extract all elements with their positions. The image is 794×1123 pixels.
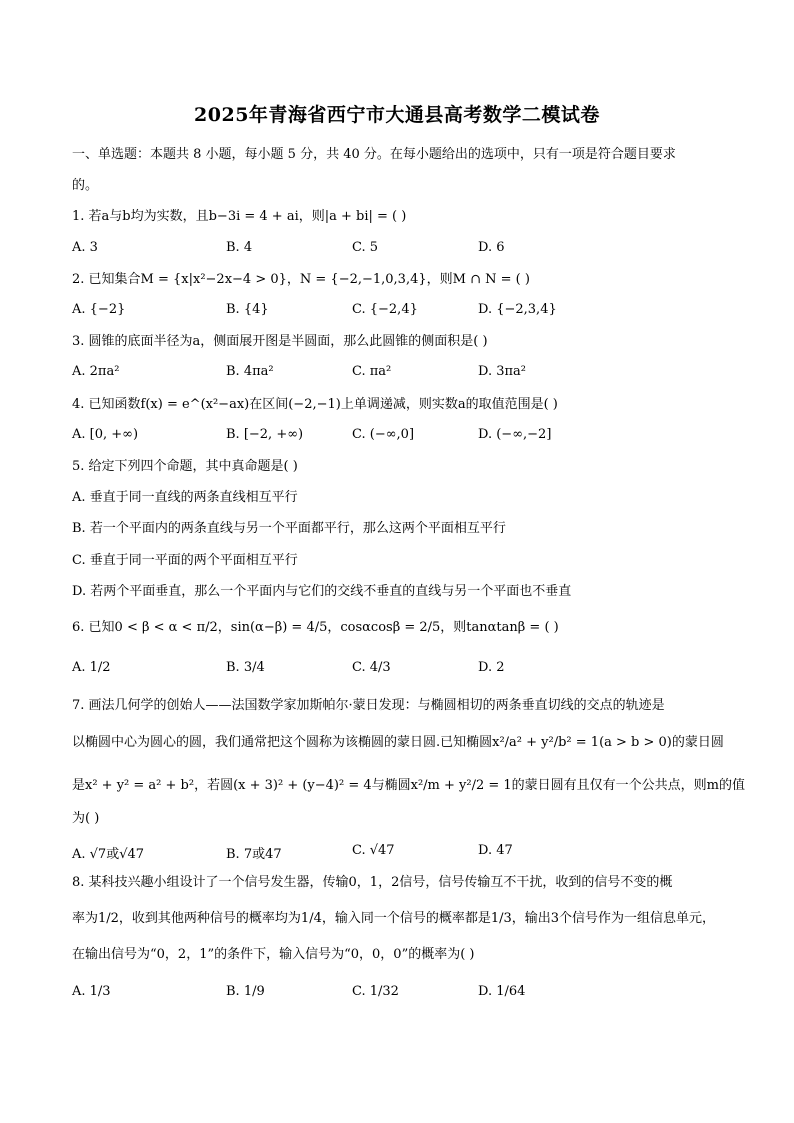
- question-1-stem: 1. 若a与b均为实数，且b−3i = 4 + ai，则|a + bi| = ( ): [72, 209, 407, 224]
- question-7-option-b: B. 7或47: [226, 847, 282, 862]
- question-8-line3: 在输出信号为“0，2，1”的条件下，输入信号为“0，0，0”的概率为( ): [72, 947, 475, 962]
- question-8-line1: 8. 某科技兴趣小组设计了一个信号发生器，传输0，1，2信号，信号传输互不干扰，收到的信号不变的概: [72, 875, 673, 890]
- question-2-stem: 2. 已知集合M = {x|x²−2x−4 > 0}，N = {−2,−1,0,3,4}，则M ∩ N = ( ): [72, 272, 530, 287]
- question-7-line1: 7. 画法几何学的创始人——法国数学家加斯帕尔·蒙日发现：与椭圆相切的两条垂直切线的交点的轨迹是: [72, 698, 665, 713]
- section-header-line2: 的。: [72, 178, 99, 193]
- question-6-stem: 6. 已知0 < β < α < π/2，sin(α−β) = 4/5，cosαcosβ = 2/5，则tanαtanβ = ( ): [72, 620, 559, 635]
- question-1-option-b: B. 4: [226, 240, 253, 255]
- question-3-option-c: C. πa²: [352, 364, 392, 379]
- question-5-stem: 5. 给定下列四个命题，其中真命题是( ): [72, 459, 298, 474]
- question-2-option-d: D. {−2,3,4}: [478, 302, 557, 317]
- question-2-option-c: C. {−2,4}: [352, 302, 418, 317]
- question-3-stem: 3. 圆锥的底面半径为a，侧面展开图是半圆面，那么此圆锥的侧面积是( ): [72, 334, 488, 349]
- question-4-option-b: B. [−2, +∞): [226, 427, 304, 442]
- question-7-line4: 为( ): [72, 811, 100, 826]
- question-7-option-c: C. √47: [352, 843, 395, 858]
- question-4-option-a: A. [0, +∞): [72, 427, 139, 442]
- question-5-option-d: D. 若两个平面垂直，那么一个平面内与它们的交线不垂直的直线与另一个平面也不垂直: [72, 584, 572, 599]
- question-8-option-a: A. 1/3: [72, 984, 111, 999]
- question-2-option-a: A. {−2}: [72, 302, 126, 317]
- question-7-line2: 以椭圆中心为圆心的圆，我们通常把这个圆称为该椭圆的蒙日圆.已知椭圆x²/a² + y²/b² = 1(a > b > 0)的蒙日圆: [72, 735, 724, 750]
- question-3-option-a: A. 2πa²: [72, 364, 120, 379]
- question-6-option-d: D. 2: [478, 660, 505, 675]
- question-1-option-c: C. 5: [352, 240, 379, 255]
- page-title: 2025年青海省西宁市大通县高考数学二模试卷: [194, 104, 600, 126]
- question-6-option-c: C. 4/3: [352, 660, 391, 675]
- question-8-line2: 率为1/2，收到其他两种信号的概率均为1/4，输入同一个信号的概率都是1/3，输出3个信号作为一组信息单元，: [72, 911, 716, 926]
- section-header-line1: 一、单选题：本题共 8 小题，每小题 5 分，共 40 分。在每小题给出的选项中，只有一项是符合题目要求: [72, 147, 676, 162]
- question-8-option-b: B. 1/9: [226, 984, 265, 999]
- question-8-option-d: D. 1/64: [478, 984, 526, 999]
- question-5-option-a: A. 垂直于同一直线的两条直线相互平行: [72, 490, 298, 505]
- question-8-option-c: C. 1/32: [352, 984, 399, 999]
- question-4-option-c: C. (−∞,0]: [352, 427, 415, 442]
- question-2-option-b: B. {4}: [226, 302, 269, 317]
- question-3-option-b: B. 4πa²: [226, 364, 274, 379]
- question-3-option-d: D. 3πa²: [478, 364, 527, 379]
- question-7-option-a: A. √7或√47: [72, 847, 145, 862]
- question-4-stem: 4. 已知函数f(x) = e^(x²−ax)在区间(−2,−1)上单调递减，则实数a的取值范围是( ): [72, 397, 558, 412]
- question-6-option-a: A. 1/2: [72, 660, 111, 675]
- question-1-option-d: D. 6: [478, 240, 505, 255]
- question-7-option-d: D. 47: [478, 843, 513, 858]
- question-1-option-a: A. 3: [72, 240, 98, 255]
- question-5-option-b: B. 若一个平面内的两条直线与另一个平面都平行，那么这两个平面相互平行: [72, 521, 506, 536]
- question-5-option-c: C. 垂直于同一平面的两个平面相互平行: [72, 553, 298, 568]
- question-4-option-d: D. (−∞,−2]: [478, 427, 552, 442]
- question-7-line3: 是x² + y² = a² + b²，若圆(x + 3)² + (y−4)² = 4与椭圆x²/m + y²/2 = 1的蒙日圆有且仅有一个公共点，则m的值: [72, 778, 745, 793]
- question-6-option-b: B. 3/4: [226, 660, 265, 675]
